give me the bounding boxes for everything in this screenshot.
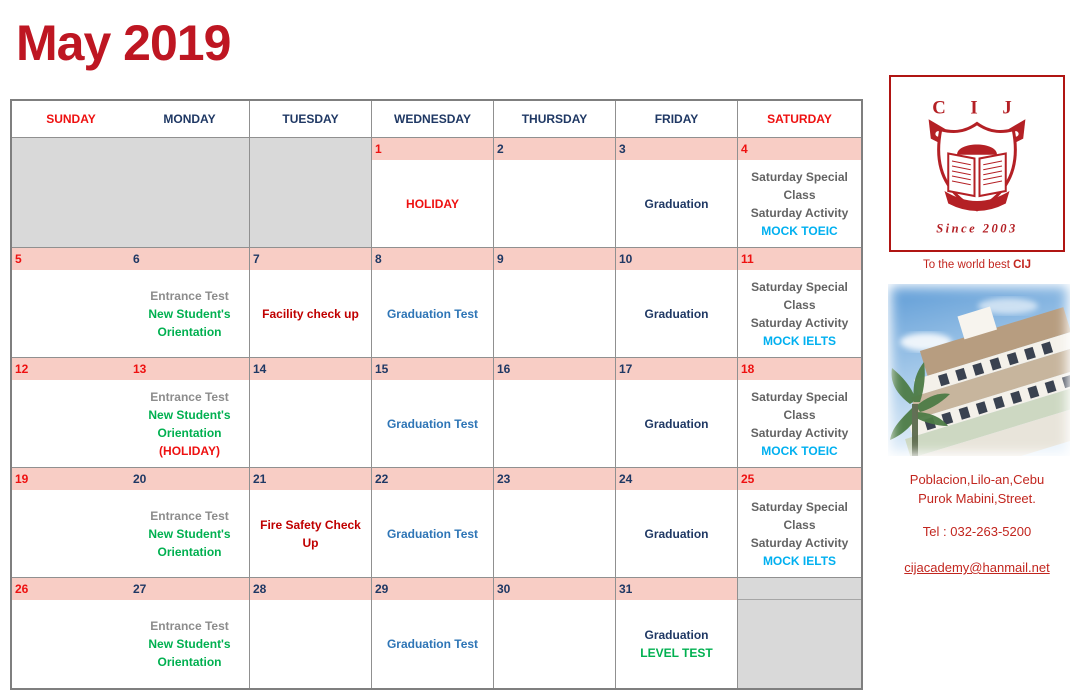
date-band [12,578,130,600]
day-header-tuesday: TUESDAY [250,101,372,138]
day-events [130,380,249,467]
event-label: Saturday Activity [750,425,849,440]
cij-logo [889,75,1065,252]
calendar-cell-day-25 [738,468,861,578]
event-label: Facility check up [262,306,359,321]
date-band [616,578,737,600]
date-number: 7 [253,252,260,266]
calendar-cell-day-17 [616,358,738,468]
event-label: Entrance Test [150,288,229,303]
date-number: 24 [619,472,633,486]
date-band [12,468,130,490]
date-number: 29 [375,582,389,596]
day-events [250,490,371,577]
day-events [250,270,371,357]
day-events [616,380,737,467]
date-band [372,358,493,380]
date-band [12,248,130,270]
date-number: 15 [375,362,389,376]
event-label: Saturday Activity [750,205,849,220]
weekday-header-row [12,101,861,138]
event-label: New Student's Orientation [148,407,231,440]
day-events [130,600,249,688]
event-label: Graduation [644,196,709,211]
calendar-cell-day-7 [250,248,372,358]
date-number: 6 [133,252,140,266]
calendar-cell-day-6 [130,248,250,358]
event-label: Graduation Test [386,526,479,541]
building-photo-image [888,284,1070,456]
logo-letters: C I J [932,97,1022,119]
week-row-3 [12,358,861,468]
day-header-monday: MONDAY [130,101,250,138]
day-events [494,380,615,467]
date-number: 25 [741,472,755,486]
event-label: Graduation [644,628,709,642]
date-band [130,248,249,270]
address-line2: Purok Mabini,Street. [918,491,1036,506]
day-events [738,270,861,357]
day-events [250,380,371,467]
date-band [494,468,615,490]
tagline-brand: CIJ [1013,259,1032,271]
tagline-text: To the world best [922,259,1014,271]
date-band [738,138,861,160]
event-label: MOCK TOEIC [761,443,838,458]
event-label: Graduation [644,526,709,541]
calendar-cell-day-14 [250,358,372,468]
calendar-table [10,99,863,690]
date-number: 20 [133,472,147,486]
address-block [885,470,1069,508]
calendar-cell-day-27 [130,578,250,688]
date-band [738,358,861,380]
date-band [372,578,493,600]
calendar-cell-day-21 [250,468,372,578]
date-band [130,358,249,380]
day-events [616,270,737,357]
date-band [130,468,249,490]
week-row-2 [12,248,861,358]
day-events [494,270,615,357]
date-band [250,248,371,270]
date-band [250,578,371,600]
event-label: MOCK IELTS [762,553,837,568]
week-row-5 [12,578,861,688]
date-number: 30 [497,582,511,596]
day-events [130,270,249,357]
date-number: 26 [15,582,29,596]
date-band [12,358,130,380]
date-band [130,138,249,160]
calendar-cell-day-13 [130,358,250,468]
day-events [250,600,371,688]
event-label: Saturday Activity [750,535,849,550]
event-label: (HOLIDAY) [159,443,220,458]
calendar-cell-day-24 [616,468,738,578]
event-label: HOLIDAY [406,196,459,211]
event-label: MOCK TOEIC [761,223,838,238]
calendar-cell-day-15 [372,358,494,468]
event-label: New Student's Orientation [148,637,231,669]
day-events [494,490,615,577]
calendar-cell-day-30 [494,578,616,688]
date-number: 1 [375,142,382,156]
calendar-cell-empty [738,578,861,688]
calendar-cell-day-18 [738,358,861,468]
date-number: 11 [741,252,754,266]
calendar-cell-day-2 [494,138,616,248]
logo-since: Since 2003 [936,221,1018,236]
day-header-sunday: SUNDAY [12,101,130,138]
day-events [372,490,493,577]
phone-number: Tel : 032-263-5200 [922,524,1032,539]
date-band [130,578,249,600]
date-number: 22 [375,472,389,486]
date-number: 13 [133,362,147,376]
calendar-cell-day-20 [130,468,250,578]
day-events [616,160,737,247]
calendar-cell-day-4 [738,138,861,248]
day-events [12,380,130,467]
week-row-4 [12,468,861,578]
event-label: Graduation Test [386,637,479,651]
day-events [494,600,615,688]
calendar-cell-day-5 [12,248,130,358]
day-events [738,600,861,688]
day-events [12,600,130,688]
date-number: 28 [253,582,267,596]
calendar-cell-day-26 [12,578,130,688]
date-band [616,248,737,270]
cij-crest-icon [902,86,1052,241]
calendar-cell-day-12 [12,358,130,468]
date-number: 10 [619,252,633,266]
day-header-saturday: SATURDAY [738,101,861,138]
event-label: Graduation Test [386,416,479,431]
event-label: New Student's Orientation [148,526,231,559]
calendar-cell-day-31 [616,578,738,688]
week-row-1 [12,138,861,248]
calendar-cell-day-16 [494,358,616,468]
building-photo [888,284,1070,456]
date-number: 17 [619,362,633,376]
calendar-cell-empty [130,138,250,248]
date-band [494,358,615,380]
calendar-cell-day-1 [372,138,494,248]
day-events [738,380,861,467]
event-label: Entrance Test [150,389,229,404]
event-label: Graduation [644,306,709,321]
date-number: 8 [375,252,382,266]
event-label: Saturday Special Class [751,279,848,312]
event-label: Saturday Special Class [751,169,848,202]
calendar-cell-day-23 [494,468,616,578]
event-label: LEVEL TEST [640,646,713,660]
date-number: 16 [497,362,511,376]
day-events [372,600,493,688]
calendar-cell-empty [12,138,130,248]
calendar-cell-day-22 [372,468,494,578]
event-label: MOCK IELTS [762,333,837,348]
calendar-cell-day-29 [372,578,494,688]
day-events [494,160,615,247]
calendar-cell-day-19 [12,468,130,578]
event-label: Graduation [644,416,709,431]
date-number: 14 [253,362,267,376]
calendar-cell-day-8 [372,248,494,358]
day-header-thursday: THURSDAY [494,101,616,138]
calendar-weeks [12,138,861,688]
date-band [250,358,371,380]
date-band [738,468,861,490]
day-events [12,270,130,357]
date-band [616,468,737,490]
date-band [494,248,615,270]
date-number: 5 [15,252,22,266]
day-events [372,160,493,247]
date-number: 3 [619,142,626,156]
date-band [494,578,615,600]
event-label: Entrance Test [150,619,229,633]
event-label: Graduation Test [386,306,479,321]
day-events [130,490,249,577]
event-label: Saturday Activity [750,315,849,330]
date-number: 31 [619,582,633,596]
day-events [616,600,737,688]
date-band [12,138,130,160]
date-number: 2 [497,142,504,156]
date-number: 4 [741,142,748,156]
date-band [738,248,861,270]
day-events [12,160,130,247]
date-band [616,358,737,380]
calendar-cell-day-9 [494,248,616,358]
calendar-cell-day-11 [738,248,861,358]
day-events [616,490,737,577]
event-label: New Student's Orientation [148,306,231,339]
date-number: 23 [497,472,511,486]
day-events [12,490,130,577]
event-label: Saturday Special Class [751,389,848,422]
calendar-cell-day-28 [250,578,372,688]
day-events [372,380,493,467]
date-band [372,468,493,490]
calendar-cell-day-3 [616,138,738,248]
day-events [738,160,861,247]
date-band [616,138,737,160]
address-line1: Poblacion,Lilo-an,Cebu [909,472,1045,487]
event-label: Fire Safety Check Up [260,517,361,550]
day-header-friday: FRIDAY [616,101,738,138]
date-number: 19 [15,472,29,486]
logo-tagline [885,259,1069,271]
date-band [494,138,615,160]
date-number: 18 [741,362,755,376]
day-events [130,160,249,247]
email-link[interactable]: cijacademy@hanmail.net [904,560,1050,575]
date-band [372,248,493,270]
page-title: May 2019 [16,15,231,71]
day-events [372,270,493,357]
date-number: 27 [133,582,147,596]
day-events [738,490,861,577]
date-band [250,468,371,490]
event-label: Entrance Test [150,508,229,523]
date-band [250,138,371,160]
date-number: 9 [497,252,504,266]
day-events [250,160,371,247]
event-label: Saturday Special Class [751,499,848,532]
calendar-cell-empty [250,138,372,248]
calendar-cell-day-10 [616,248,738,358]
date-band [738,578,861,600]
date-number: 21 [253,472,267,486]
date-band [372,138,493,160]
date-number: 12 [15,362,29,376]
day-header-wednesday: WEDNESDAY [372,101,494,138]
